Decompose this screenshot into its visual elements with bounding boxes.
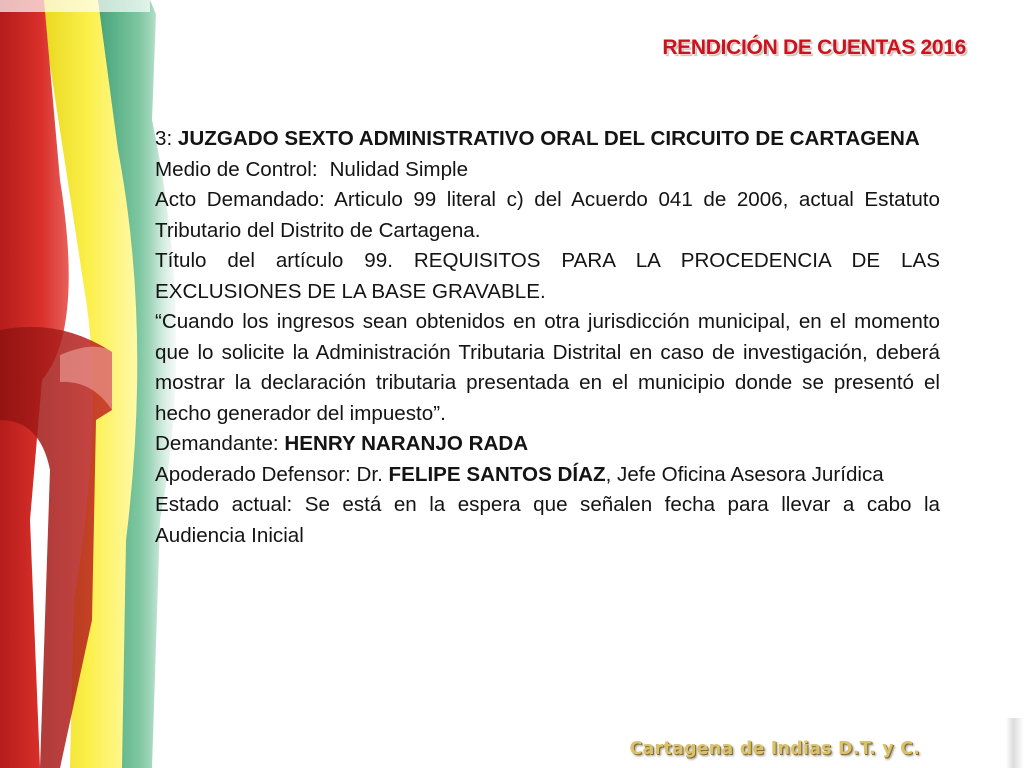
plaintiff-name: HENRY NARANJO RADA	[284, 432, 529, 455]
plaintiff-label: Demandante:	[155, 432, 279, 455]
court-name: JUZGADO SEXTO ADMINISTRATIVO ORAL DEL CIRCUITO DE CARTAGENA	[177, 127, 920, 150]
footer-brand: Cartagena de Indias D.T. y C.	[629, 739, 920, 759]
control-value: Nulidad Simple	[329, 157, 469, 181]
attorney-line	[155, 460, 940, 491]
corner-decoration	[1006, 718, 1024, 768]
control-line	[155, 155, 940, 186]
plaintiff-line	[155, 429, 940, 460]
control-label: Medio de Control:	[155, 157, 318, 181]
attorney-label: Apoderado Defensor: Dr.	[155, 462, 383, 486]
act-line: Acto Demandado: Articulo 99 literal c) del Acuerdo 041 de 2006, actual Estatuto Tributario del Distrito de Cartagena.	[155, 188, 940, 242]
article-title: Título del artículo 99. REQUISITOS PARA LA PROCEDENCIA DE LAS EXCLUSIONES DE LA BASE GRAVABLE.	[155, 249, 940, 303]
article-quote: “Cuando los ingresos sean obtenidos en otra jurisdicción municipal, en el momento que lo solicite la Administración Tributaria Distrital en caso de investigación, deberá mostrar la declaración tributaria presentada en el municipio donde se presentó el hecho generador del impuesto”.	[155, 310, 940, 425]
status-line: Estado actual: Se está en la espera que señalen fecha para llevar a cabo la Audiencia Inicial	[155, 493, 940, 547]
case-number: 3:	[155, 127, 173, 150]
case-details	[155, 124, 940, 551]
slide-title: RENDICIÓN DE CUENTAS 2016	[662, 36, 966, 59]
attorney-name: FELIPE SANTOS DÍAZ	[388, 462, 606, 486]
attorney-role: , Jefe Oficina Asesora Jurídica	[605, 462, 884, 486]
court-line	[155, 124, 940, 155]
